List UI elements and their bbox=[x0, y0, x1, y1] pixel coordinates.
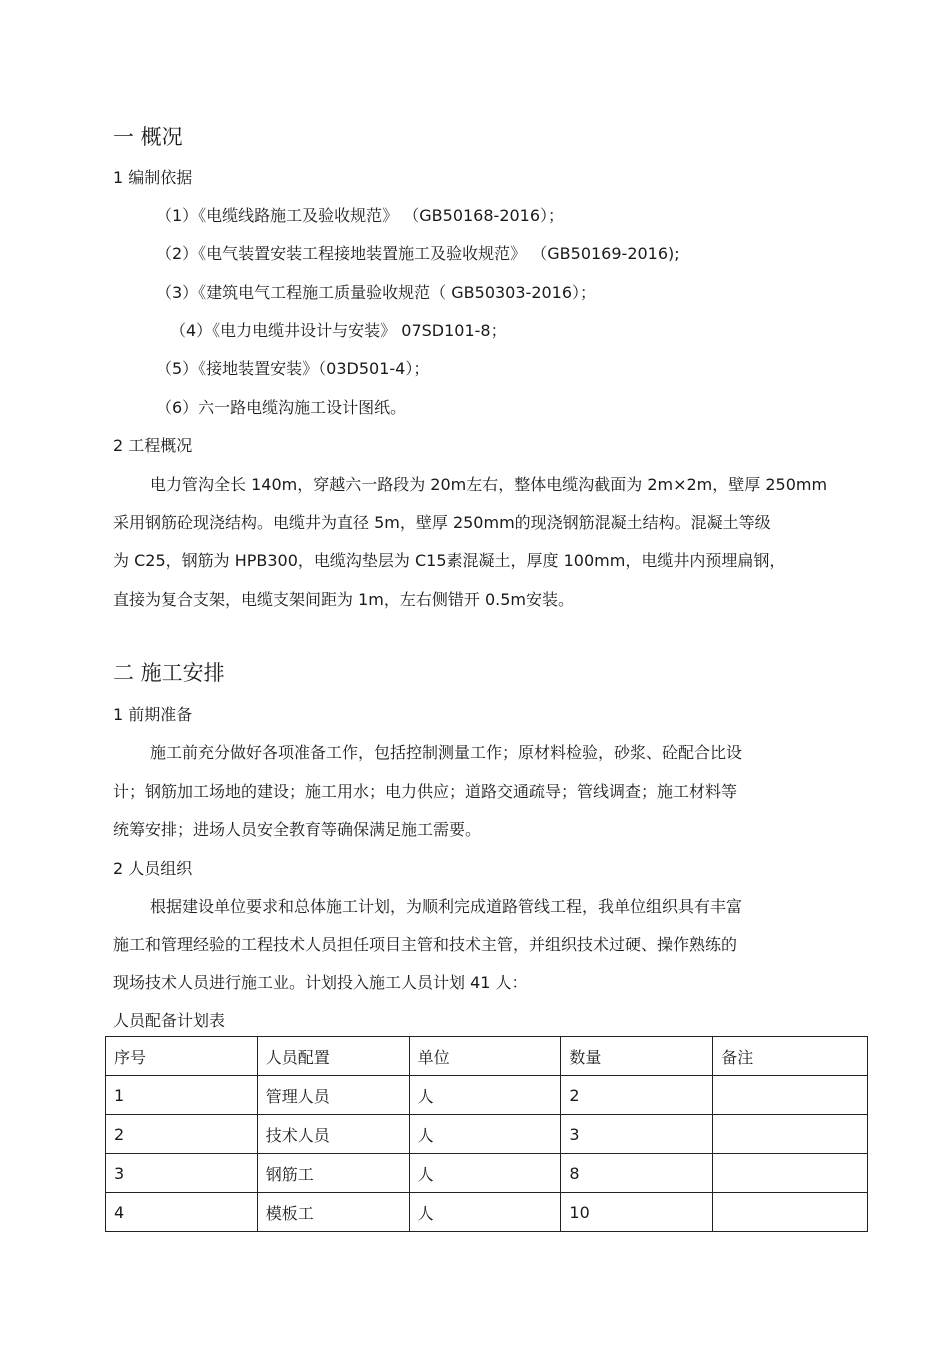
table-row bbox=[106, 1154, 868, 1193]
prep-line: 统筹安排；进场人员安全教育等确保满足施工需要。 bbox=[113, 820, 482, 839]
table-cell: 模板工 bbox=[257, 1193, 409, 1232]
staff-line: 施工和管理经验的工程技术人员担任项目主管和技术主管，并组织技术过硬、操作熟练的 bbox=[113, 935, 738, 954]
table-cell: 1 bbox=[106, 1076, 258, 1115]
table-cell: 8 bbox=[561, 1154, 713, 1193]
header-cell: 备注 bbox=[713, 1037, 868, 1076]
staff-line: 现场技术人员进行施工业。计划投入施工人员计划 41 人： bbox=[113, 973, 528, 992]
table-cell: 人 bbox=[409, 1193, 561, 1232]
table-cell: 人 bbox=[409, 1154, 561, 1193]
table-row bbox=[106, 1193, 868, 1232]
staffing-table bbox=[105, 1036, 868, 1232]
table-cell bbox=[713, 1193, 868, 1232]
table-cell: 人 bbox=[409, 1115, 561, 1154]
table-cell: 2 bbox=[561, 1076, 713, 1115]
table-cell bbox=[713, 1154, 868, 1193]
overview-line: 为 C25，钢筋为 HPB300，电缆沟垫层为 C15素混凝土，厚度 100mm，电缆井内预埋扁钢， bbox=[113, 551, 786, 570]
overview-line: 电力管沟全长 140m，穿越六一路段为 20m左右，整体电缆沟截面为 2m×2m，壁厚 250mm bbox=[150, 475, 828, 494]
basis-item: （4）《电力电缆井设计与安装》 07SD101-8； bbox=[170, 321, 507, 340]
basis-item: （1）《电缆线路施工及验收规范》 （GB50168-2016）； bbox=[156, 206, 565, 225]
table-cell bbox=[713, 1115, 868, 1154]
subheading-basis: 1 编制依据 bbox=[113, 168, 193, 187]
table-header-row bbox=[106, 1037, 868, 1076]
prep-line: 计；钢筋加工场地的建设；施工用水；电力供应；道路交通疏导；管线调查；施工材料等 bbox=[113, 782, 738, 801]
table-cell: 3 bbox=[561, 1115, 713, 1154]
header-cell: 序号 bbox=[106, 1037, 258, 1076]
table-row bbox=[106, 1076, 868, 1115]
table-caption: 人员配备计划表 bbox=[113, 1011, 226, 1030]
table-row bbox=[106, 1115, 868, 1154]
prep-line: 施工前充分做好各项准备工作，包括控制测量工作；原材料检验，砂浆、砼配合比设 bbox=[150, 743, 743, 762]
basis-item: （2）《电气装置安装工程接地装置施工及验收规范》 （GB50169-2016); bbox=[156, 244, 680, 263]
staff-line: 根据建设单位要求和总体施工计划，为顺利完成道路管线工程，我单位组织具有丰富 bbox=[150, 897, 743, 916]
section-title-overview: 一 概况 bbox=[113, 125, 183, 149]
table-cell: 4 bbox=[106, 1193, 258, 1232]
subheading-prep: 1 前期准备 bbox=[113, 705, 193, 724]
table-cell: 3 bbox=[106, 1154, 258, 1193]
basis-item: （6）六一路电缆沟施工设计图纸。 bbox=[156, 398, 407, 417]
overview-line: 直接为复合支架，电缆支架间距为 1m，左右侧错开 0.5m安装。 bbox=[113, 590, 574, 609]
basis-item: （5）《接地装置安装》（03D501-4）； bbox=[156, 359, 430, 378]
table-cell: 人 bbox=[409, 1076, 561, 1115]
section-title-arrangement: 二 施工安排 bbox=[113, 661, 225, 685]
table-cell: 钢筋工 bbox=[257, 1154, 409, 1193]
header-cell: 人员配置 bbox=[257, 1037, 409, 1076]
header-cell: 单位 bbox=[409, 1037, 561, 1076]
subheading-overview: 2 工程概况 bbox=[113, 436, 193, 455]
table-cell: 2 bbox=[106, 1115, 258, 1154]
header-cell: 数量 bbox=[561, 1037, 713, 1076]
table-cell: 10 bbox=[561, 1193, 713, 1232]
subheading-staff: 2 人员组织 bbox=[113, 859, 193, 878]
table-cell: 技术人员 bbox=[257, 1115, 409, 1154]
overview-line: 采用钢筋砼现浇结构。电缆井为直径 5m，壁厚 250mm的现浇钢筋混凝土结构。混凝土等级 bbox=[113, 513, 771, 532]
basis-item: （3）《建筑电气工程施工质量验收规范（ GB50303-2016）； bbox=[156, 283, 597, 302]
table-cell bbox=[713, 1076, 868, 1115]
table-cell: 管理人员 bbox=[257, 1076, 409, 1115]
